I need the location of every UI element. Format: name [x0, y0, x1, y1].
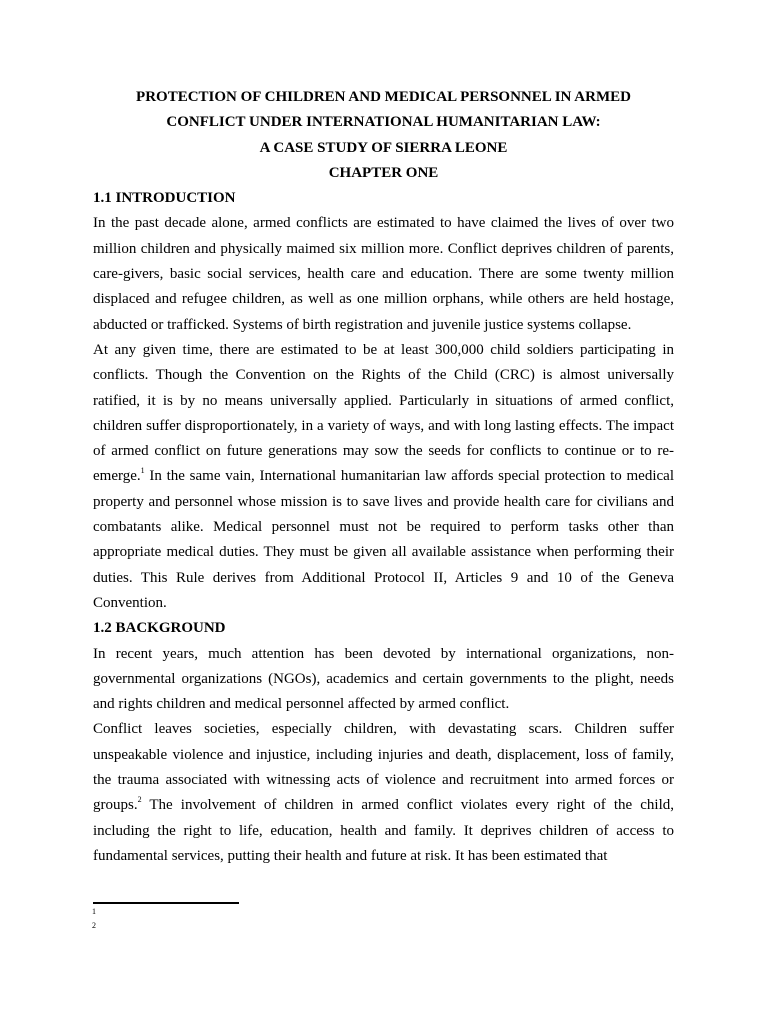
paragraph-text: Conflict leaves societies, especially children, with devastating scars. Children suffer unspeakable violence and injustice, including injuries and death, displacement, loss of family, the trauma associated with witnessing acts of violence and recruitment into armed forces or groups.	[93, 721, 674, 814]
footnotes	[92, 905, 96, 933]
paragraph-text: In the same vain, International humanitarian law affords special protection to medical property and personnel whose mission is to save lives and provide health care for civilians and combatants alike. Medical personnel must not be required to perform tasks other than appropriate medical duties. They must be given all available assistance when performing their duties. This Rule derives from Additional Protocol II, Articles 9 and 10 of the Geneva Convention.	[93, 468, 674, 611]
paragraph-text: The involvement of children in armed conflict violates every right of the child, including the right to life, education, health and family. It deprives children of access to fundamental services, putting their health and future at risk. It has been estimated that	[93, 797, 674, 864]
introduction-paragraph-1: In the past decade alone, armed conflicts are estimated to have claimed the lives of over two million children and physically maimed six million more. Conflict deprives children of parents, care-givers, basic social services, health care and education. There are some twenty million displaced and refugee children, as well as one million orphans, while others are held hostage, abducted or trafficked. Systems of birth registration and juvenile justice systems collapse.	[93, 215, 674, 333]
document-title	[93, 85, 674, 186]
chapter-heading: CHAPTER ONE	[328, 164, 439, 181]
footnote-1: 1	[92, 907, 96, 916]
section-heading-introduction: 1.1 INTRODUCTION	[93, 190, 236, 207]
title-line-1: PROTECTION OF CHILDREN AND MEDICAL PERSONNEL IN ARMED	[136, 89, 631, 105]
footnote-separator	[93, 902, 239, 904]
title-line-2: CONFLICT UNDER INTERNATIONAL HUMANITARIAN LAW:	[166, 114, 601, 131]
section-heading-background: 1.2 BACKGROUND	[93, 620, 226, 637]
title-line-3: A CASE STUDY OF SIERRA LEONE	[259, 139, 508, 156]
background-paragraph-2	[93, 717, 674, 869]
footnote-reference-1[interactable]: 1	[140, 466, 145, 476]
background-paragraph-1: In recent years, much attention has been devoted by international organizations, non-governmental organizations (NGOs), academics and certain governments to the plight, needs and rights children and medical personnel affected by armed conflict.	[93, 645, 674, 713]
introduction-paragraph-2	[93, 338, 674, 616]
paragraph-text: At any given time, there are estimated to be at least 300,000 child soldiers participating in conflicts. Though the Convention on the Rights of the Child (CRC) is almost universally ratified, it is by no means universally applied. Particularly in situations of armed conflict, children suffer disproportionately, in a variety of ways, and with long lasting effects. The impact of armed conflict on future generations may sow the seeds for conflicts to continue or to re-emerge.	[93, 341, 674, 485]
document-body	[93, 85, 674, 869]
footnote-reference-2[interactable]: 2	[137, 795, 142, 805]
footnote-2: 2	[92, 921, 96, 930]
